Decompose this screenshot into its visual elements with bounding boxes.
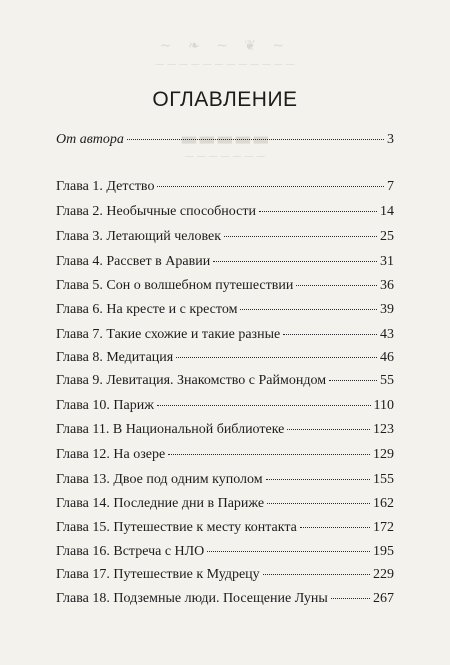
- toc-entry-label: Глава 15. Путешествие к месту контакта: [56, 520, 297, 535]
- bleed-through-ornament: ~ ❧ ~ ❦ ~: [159, 38, 291, 54]
- toc-page-number: 7: [387, 179, 394, 194]
- toc-row: [56, 253, 394, 271]
- toc-page-number: 195: [373, 544, 394, 559]
- toc-entry-label: Глава 1. Детство: [56, 179, 155, 194]
- toc-row: [56, 397, 394, 415]
- toc-page-number: 172: [373, 520, 394, 535]
- dot-leader: [331, 598, 370, 599]
- toc-row: [56, 446, 394, 464]
- toc-page-number: 267: [373, 591, 394, 606]
- toc-row: [56, 349, 394, 367]
- bleed-through-line: — — — — — — — — — — — —: [155, 60, 295, 70]
- toc-page-number: 155: [373, 472, 394, 487]
- toc-page-number: 123: [373, 422, 394, 437]
- toc-entry-label: Глава 11. В Национальной библиотеке: [56, 422, 285, 437]
- toc-entry-label: Глава 13. Двое под одним куполом: [56, 472, 263, 487]
- toc-entry-label: Глава 9. Левитация. Знакомство с Раймондом: [56, 373, 327, 388]
- toc-entry-label: Глава 3. Летающий человек: [56, 229, 222, 244]
- toc-entry-label: Глава 7. Такие схожие и такие разные: [56, 327, 281, 342]
- dot-leader: [176, 357, 377, 358]
- dot-leader: [127, 139, 384, 140]
- toc-entry-label: От автора: [56, 132, 124, 147]
- toc-entry-label: Глава 10. Париж: [56, 398, 154, 413]
- toc-intro-row: [56, 131, 394, 149]
- dot-leader: [296, 285, 377, 286]
- dot-leader: [300, 527, 370, 528]
- toc-row: [56, 471, 394, 489]
- toc-page-number: 14: [380, 204, 394, 219]
- toc-row: [56, 590, 394, 608]
- toc-entry-label: Глава 8. Медитация: [56, 350, 174, 365]
- toc-page-number: 25: [380, 229, 394, 244]
- toc-page-number: 162: [373, 496, 394, 511]
- toc-entry-label: Глава 5. Сон о волшебном путешествии: [56, 278, 294, 293]
- bleed-through-subtitle: — — — — — — —: [184, 152, 266, 162]
- toc-entry-label: Глава 4. Рассвет в Аравии: [56, 254, 211, 269]
- dot-leader: [283, 334, 377, 335]
- dot-leader: [266, 479, 370, 480]
- dot-leader: [207, 551, 370, 552]
- toc-row: [56, 495, 394, 513]
- toc-row: [56, 326, 394, 344]
- toc-entry-label: Глава 6. На кресте и с крестом: [56, 302, 238, 317]
- dot-leader: [263, 574, 370, 575]
- dot-leader: [157, 186, 384, 187]
- toc-row: [56, 421, 394, 439]
- toc-page-number: 46: [380, 350, 394, 365]
- toc-page-number: 3: [387, 132, 394, 147]
- page-title: ОГЛАВЛЕНИЕ: [152, 88, 298, 111]
- toc-row: [56, 372, 394, 390]
- toc-page-number: 39: [380, 302, 394, 317]
- toc-page-number: 36: [380, 278, 394, 293]
- toc-row: [56, 277, 394, 295]
- dot-leader: [329, 380, 377, 381]
- toc-page-number: 43: [380, 327, 394, 342]
- dot-leader: [213, 261, 377, 262]
- toc-page-number: 229: [373, 567, 394, 582]
- toc-row: [56, 566, 394, 584]
- toc-row: [56, 228, 394, 246]
- bleed-through-title: ▬▬▬▬▬: [180, 128, 270, 150]
- toc-entry-label: Глава 18. Подземные люди. Посещение Луны: [56, 591, 328, 606]
- toc-page-number: 110: [373, 398, 394, 413]
- dot-leader: [267, 503, 370, 504]
- toc-page-number: 55: [380, 373, 394, 388]
- toc-row: [56, 178, 394, 196]
- dot-leader: [168, 454, 370, 455]
- toc-row: [56, 203, 394, 221]
- toc-page-number: 129: [373, 447, 394, 462]
- toc-entry-label: Глава 12. На озере: [56, 447, 166, 462]
- dot-leader: [157, 405, 371, 406]
- toc-row: [56, 543, 394, 561]
- toc-entry-label: Глава 14. Последние дни в Париже: [56, 496, 265, 511]
- toc-entry-label: Глава 2. Необычные способности: [56, 204, 256, 219]
- toc-row: [56, 519, 394, 537]
- dot-leader: [224, 236, 377, 237]
- toc-entry-label: Глава 16. Встреча с НЛО: [56, 544, 205, 559]
- toc-entry-label: Глава 17. Путешествие к Мудрецу: [56, 567, 260, 582]
- toc-page-number: 31: [380, 254, 394, 269]
- dot-leader: [240, 309, 377, 310]
- dot-leader: [259, 211, 377, 212]
- dot-leader: [287, 429, 370, 430]
- toc-row: [56, 301, 394, 319]
